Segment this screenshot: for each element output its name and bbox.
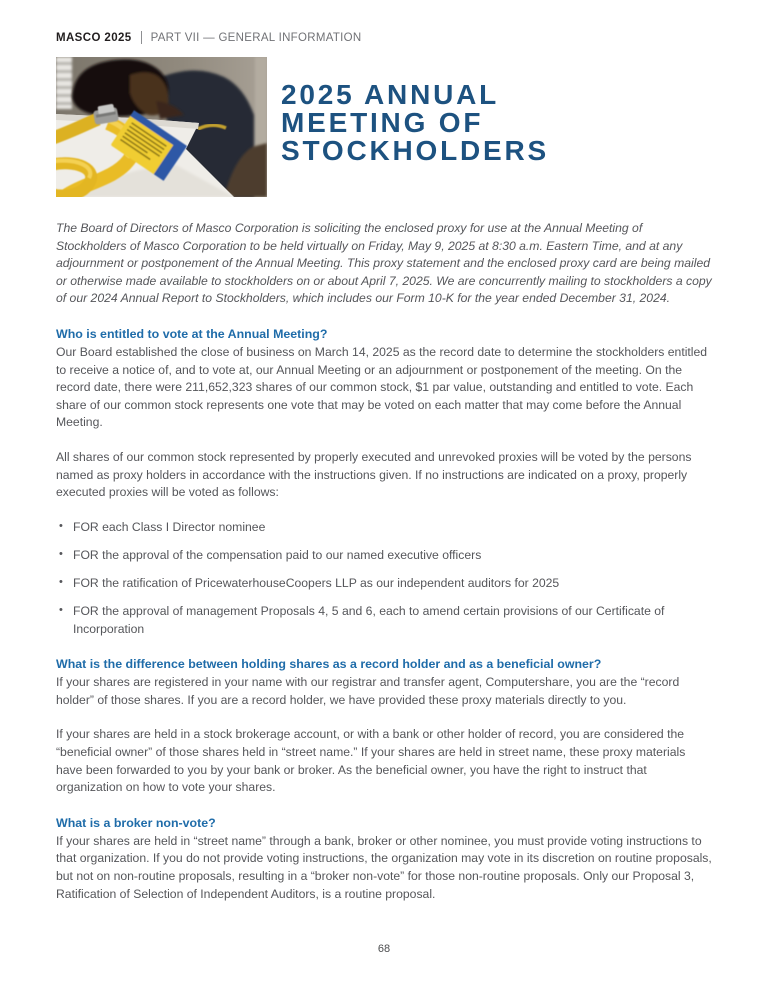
list-item	[56, 603, 713, 638]
header-divider	[141, 31, 142, 44]
title-line: MEETING OF	[281, 107, 484, 138]
hero-photo	[56, 57, 267, 197]
list-item	[56, 575, 713, 593]
section-broker-non-vote	[56, 816, 713, 903]
window-blinds	[56, 57, 72, 109]
bullet-icon: •	[59, 575, 63, 588]
bullet-icon: •	[59, 519, 63, 532]
paragraph: If your shares are registered in your name with our registrar and transfer agent, Computershare, you are the “record holder” of those shares. If you are a record holder, we have provided these proxy materials directly to you.	[56, 675, 680, 707]
page-title	[281, 81, 549, 165]
page-content	[56, 0, 713, 920]
proxy-vote-list	[56, 519, 713, 638]
bullet-icon: •	[59, 604, 63, 616]
section-heading: Who is entitled to vote at the Annual Meeting?	[56, 326, 328, 341]
paragraph: Our Board established the close of business on March 14, 2025 as the record date to determine the stockholders entitled to receive a notice of, and to vote at, our Annual Meeting or an adjournment or postponement of the meeting. On the record date, there were 211,652,323 shares of our common stock, $1 par value, outstanding and entitled to vote. Each share of our common stock represents one vote that may be voted on each matter that may come before the Annual Meeting.	[56, 344, 708, 430]
paragraph: All shares of our common stock represented by properly executed and unrevoked proxies will be voted by the persons named as proxy holders in accordance with the instructions given. If no instructions are indicated on a proxy, properly executed proxies will be voted as follows:	[56, 449, 692, 500]
list-item-text: FOR the approval of the compensation paid to our named executive officers	[73, 547, 482, 562]
section-who-votes	[56, 327, 713, 638]
part-label: PART VII — GENERAL INFORMATION	[150, 31, 362, 44]
page-number: 68	[377, 943, 391, 955]
bullet-icon: •	[59, 547, 63, 560]
paragraph: If your shares are held in “street name” through a bank, broker or other nominee, you must provide voting instructions to that organization. If you do not provide voting instructions, the organization may vote in its discretion on routine proposals, but not on non-routine proposals, resulting in a “broker non-vote” for those non-routine proposals. Only our Proposal 3, Ratification of Selection of Independent Auditors, is a routine proposal.	[56, 833, 712, 901]
brand-label: MASCO 2025	[56, 31, 132, 44]
list-item	[56, 547, 713, 565]
section-heading: What is a broker non-vote?	[56, 815, 216, 830]
list-item-text: FOR the ratification of PricewaterhouseCoopers LLP as our independent auditors for 2025	[73, 575, 560, 590]
intro-paragraph: The Board of Directors of Masco Corporation is soliciting the enclosed proxy for use at the Annual Meeting of Stockholders of Masco Corporation to be held virtually on Friday, May 9, 2025 at 8:30 a.m. Eastern Time, and at any adjournment or postponement of the Annual Meeting. This proxy statement and the enclosed proxy card are being mailed or otherwise made available to stockholders on or about April 7, 2025. We are concurrently mailing to stockholders a copy of our 2024 Annual Report to Stockholders, which includes our Form 10-K for the year ended December 31, 2024.	[56, 221, 712, 306]
paragraph: If your shares are held in a stock brokerage account, or with a bank or other holder of record, you are considered the “beneficial owner” of those shares held in “street name.” If your shares are held in street name, these proxy materials have been forwarded to you by your bank or broker. As the beneficial owner, you have the right to instruct that organization on how to vote your shares.	[56, 727, 686, 795]
title-line: STOCKHOLDERS	[281, 135, 549, 166]
list-item-text: FOR the approval of management Proposals 4, 5 and 6, each to amend certain provisions of our Certificate of Incorporation	[73, 604, 665, 636]
title-line: 2025 ANNUAL	[281, 79, 500, 110]
hero	[56, 57, 713, 197]
section-heading: What is the difference between holding shares as a record holder and as a beneficial owner?	[56, 657, 602, 672]
section-record-vs-beneficial	[56, 657, 713, 797]
list-item-text: FOR each Class I Director nominee	[73, 519, 266, 534]
page-footer	[0, 939, 768, 957]
running-header	[56, 31, 713, 44]
list-item	[56, 519, 713, 537]
